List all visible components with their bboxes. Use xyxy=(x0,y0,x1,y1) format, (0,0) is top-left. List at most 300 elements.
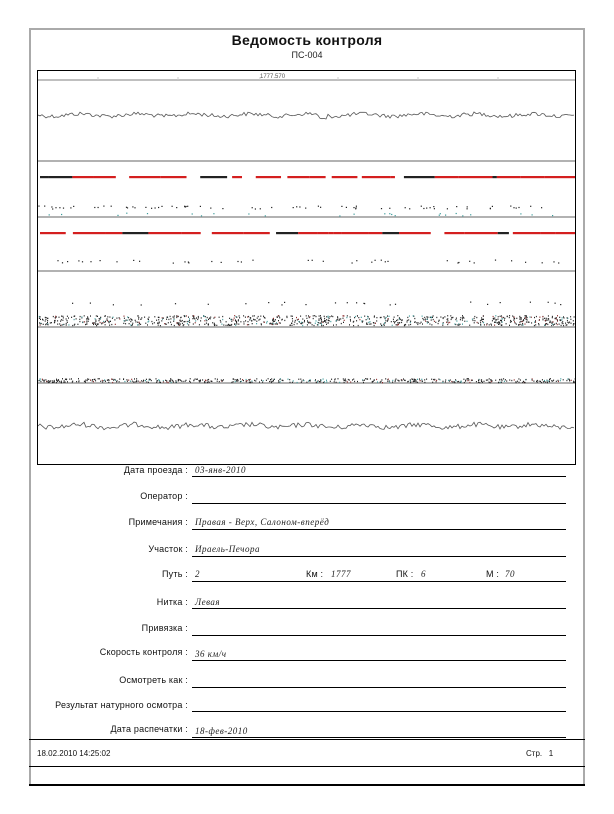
channel-2-marks xyxy=(252,260,253,261)
channel-3-scatter xyxy=(394,322,395,323)
channel-3-scatter xyxy=(168,322,169,323)
channel-3-scatter xyxy=(243,315,244,316)
channel-3-scatter xyxy=(39,318,40,319)
channel-3-scatter xyxy=(302,322,303,323)
channel-4-scatter xyxy=(85,379,86,380)
channel-4-scatter xyxy=(317,381,318,382)
channel-3-scatter xyxy=(176,315,177,316)
channel-1-marks xyxy=(111,206,112,207)
channel-3-scatter xyxy=(180,320,181,321)
channel-4-scatter xyxy=(65,382,66,383)
channel-4-scatter xyxy=(345,380,346,381)
channel-4-scatter xyxy=(532,380,533,381)
channel-3-scatter xyxy=(525,323,526,324)
channel-4-scatter xyxy=(516,382,517,383)
channel-3-scatter xyxy=(234,318,235,319)
channel-3-marks xyxy=(113,304,114,305)
channel-3-scatter xyxy=(366,319,367,320)
channel-4-scatter xyxy=(53,382,54,383)
channel-3-scatter xyxy=(137,322,138,323)
channel-2-red-band xyxy=(40,232,66,234)
channel-3-scatter xyxy=(227,325,228,326)
channel-3-scatter xyxy=(66,318,67,319)
channel-4-scatter xyxy=(467,380,468,381)
channel-4-scatter xyxy=(420,380,421,381)
channel-3-scatter xyxy=(47,322,48,323)
channel-4-scatter xyxy=(500,382,501,383)
channel-4-scatter xyxy=(278,382,279,383)
channel-1-marks xyxy=(305,208,306,209)
channel-3-marks xyxy=(90,303,91,304)
channel-3-scatter xyxy=(198,316,199,317)
channel-4-scatter xyxy=(170,379,171,380)
channel-2-red-band xyxy=(328,232,334,234)
channel-4-scatter xyxy=(410,379,411,380)
channel-4-scatter xyxy=(336,382,337,383)
notes-line xyxy=(192,529,566,530)
channel-3-scatter xyxy=(63,324,64,325)
channel-3-scatter xyxy=(337,317,338,318)
channel-2-red-band xyxy=(498,232,509,234)
channel-2-red-band xyxy=(243,232,269,234)
channel-1-marks xyxy=(467,206,468,207)
channel-3-scatter xyxy=(443,317,444,318)
channel-1-red-band xyxy=(48,176,72,178)
channel-3-scatter xyxy=(503,317,504,318)
channel-4-scatter xyxy=(78,378,79,379)
channel-3-marks xyxy=(268,302,269,303)
channel-3-scatter xyxy=(426,316,427,317)
channel-3-scatter xyxy=(180,321,181,322)
channel-3-scatter xyxy=(68,324,69,325)
channel-3-scatter xyxy=(67,322,68,323)
channel-3-scatter xyxy=(353,325,354,326)
channel-3-scatter xyxy=(446,322,447,323)
channel-4-scatter xyxy=(417,379,418,380)
channel-4-scatter xyxy=(301,382,302,383)
channel-1-red-band xyxy=(391,176,395,178)
channel-3-scatter xyxy=(54,322,55,323)
channel-3-scatter xyxy=(130,321,131,322)
channel-3-scatter xyxy=(220,320,221,321)
channel-3-scatter xyxy=(275,323,276,324)
channel-3-scatter xyxy=(86,321,87,322)
channel-4-scatter xyxy=(40,379,41,380)
channel-3-scatter xyxy=(407,320,408,321)
channel-1-marks xyxy=(516,208,517,209)
channel-4-scatter xyxy=(389,380,390,381)
channel-3-scatter xyxy=(113,317,114,318)
channel-3-scatter xyxy=(189,322,190,323)
channel-4-scatter xyxy=(180,380,181,381)
channel-3-scatter xyxy=(432,317,433,318)
channel-1-marks xyxy=(132,206,133,207)
channel-4-scatter xyxy=(63,382,64,383)
channel-1-red-band xyxy=(287,176,309,178)
channel-3-scatter xyxy=(62,320,63,321)
channel-1-marks xyxy=(255,208,256,209)
channel-3-scatter xyxy=(140,319,141,320)
channel-4-scatter xyxy=(476,381,477,382)
channel-4-scatter xyxy=(349,379,350,380)
channel-4-scatter xyxy=(39,380,40,381)
channel-3-scatter xyxy=(254,315,255,316)
channel-4-scatter xyxy=(549,381,550,382)
channel-3-scatter xyxy=(99,320,100,321)
channel-4-scatter xyxy=(143,380,144,381)
channel-3-scatter xyxy=(231,324,232,325)
channel-3-scatter xyxy=(516,324,517,325)
channel-4-scatter xyxy=(324,381,325,382)
binding-label: Привязка : xyxy=(141,623,188,633)
channel-4-scatter xyxy=(345,378,346,379)
channel-4-scatter xyxy=(344,380,345,381)
channel-4-scatter xyxy=(463,379,464,380)
channel-4-scatter xyxy=(300,379,301,380)
channel-3-scatter xyxy=(292,325,293,326)
channel-4-scatter xyxy=(251,381,252,382)
channel-1-marks xyxy=(187,206,188,207)
channel-4-scatter xyxy=(207,382,208,383)
channel-3-scatter xyxy=(555,318,556,319)
channel-4-scatter xyxy=(189,381,190,382)
channel-3-scatter xyxy=(397,315,398,316)
channel-3-scatter xyxy=(135,321,136,322)
channel-4-scatter xyxy=(315,379,316,380)
channel-3-scatter xyxy=(90,315,91,316)
channel-3-scatter xyxy=(296,317,297,318)
channel-3-scatter xyxy=(95,321,96,322)
channel-4-scatter xyxy=(114,379,115,380)
channel-4-scatter xyxy=(47,381,48,382)
channel-3-scatter xyxy=(45,324,46,325)
channel-4-scatter xyxy=(438,379,439,380)
channel-4-scatter xyxy=(72,381,73,382)
channel-1-red-band xyxy=(362,176,391,178)
channel-4-scatter xyxy=(254,380,255,381)
channel-4-scatter xyxy=(541,382,542,383)
channel-3-scatter xyxy=(510,322,511,323)
channel-4-scatter xyxy=(146,379,147,380)
channel-3-scatter xyxy=(424,317,425,318)
channel-3-scatter xyxy=(546,323,547,324)
channel-3-scatter xyxy=(45,317,46,318)
channel-4-scatter xyxy=(151,380,152,381)
channel-2-red-band xyxy=(334,232,341,234)
channel-3-scatter xyxy=(387,320,388,321)
channel-2-marks xyxy=(352,262,353,263)
channel-3-scatter xyxy=(473,320,474,321)
channel-3-scatter xyxy=(161,320,162,321)
channel-4-scatter xyxy=(403,378,404,379)
channel-4-scatter xyxy=(221,379,222,380)
channel-3-scatter xyxy=(560,319,561,320)
channel-3-scatter xyxy=(549,322,550,323)
channel-3-scatter xyxy=(170,322,171,323)
channel-3-scatter xyxy=(292,316,293,317)
channel-3-scatter xyxy=(184,316,185,317)
channel-3-scatter xyxy=(291,323,292,324)
channel-3-scatter xyxy=(462,319,463,320)
channel-3-scatter xyxy=(534,317,535,318)
channel-3-scatter xyxy=(115,324,116,325)
channel-4-scatter xyxy=(146,381,147,382)
channel-3-scatter xyxy=(423,319,424,320)
channel-3-scatter xyxy=(95,320,96,321)
channel-3-scatter xyxy=(474,318,475,319)
channel-4-scatter xyxy=(238,380,239,381)
channel-3-scatter xyxy=(442,325,443,326)
channel-4-scatter xyxy=(54,381,55,382)
channel-3-scatter xyxy=(173,316,174,317)
channel-3-scatter xyxy=(208,323,209,324)
channel-3-scatter xyxy=(302,325,303,326)
channel-3-scatter xyxy=(67,320,68,321)
channel-4-scatter xyxy=(157,380,158,381)
channel-3-scatter xyxy=(315,323,316,324)
channel-3-scatter xyxy=(359,319,360,320)
channel-1-marks xyxy=(421,206,422,207)
channel-3-scatter xyxy=(425,320,426,321)
channel-3-scatter xyxy=(67,316,68,317)
channel-2-marks xyxy=(558,262,559,263)
channel-4-scatter xyxy=(169,380,170,381)
channel-3-scatter xyxy=(124,320,125,321)
channel-3-scatter xyxy=(314,315,315,316)
channel-3-marks xyxy=(500,302,501,303)
channel-2-marks xyxy=(308,260,309,261)
channel-3-scatter xyxy=(127,316,128,317)
channel-4-scatter xyxy=(215,378,216,379)
channel-3-scatter xyxy=(369,318,370,319)
channel-4-scatter xyxy=(52,380,53,381)
channel-3-scatter xyxy=(306,318,307,319)
channel-3-scatter xyxy=(395,321,396,322)
channel-4-scatter xyxy=(282,380,283,381)
channel-3-scatter xyxy=(144,317,145,318)
channel-3-scatter xyxy=(498,316,499,317)
channel-1-marks xyxy=(492,206,493,207)
channel-4-scatter xyxy=(56,379,57,380)
channel-3-scatter xyxy=(530,316,531,317)
channel-1-marks xyxy=(552,215,553,216)
channel-4-scatter xyxy=(266,380,267,381)
channel-3-scatter xyxy=(556,323,557,324)
channel-3-scatter xyxy=(502,317,503,318)
channel-3-scatter xyxy=(502,321,503,322)
channel-1-marks xyxy=(530,206,531,207)
channel-4-scatter xyxy=(376,379,377,380)
channel-4-scatter xyxy=(193,380,194,381)
channel-4-scatter xyxy=(85,381,86,382)
channel-3-scatter xyxy=(375,323,376,324)
channel-4-scatter xyxy=(490,379,491,380)
inspection-result-label: Результат натурного осмотра : xyxy=(55,700,188,710)
channel-1-red-band xyxy=(256,176,281,178)
channel-3-scatter xyxy=(398,324,399,325)
channel-3-scatter xyxy=(408,324,409,325)
channel-3-marks xyxy=(487,304,488,305)
footer-divider-top xyxy=(29,739,585,740)
channel-3-scatter xyxy=(570,316,571,317)
channel-4-scatter xyxy=(558,380,559,381)
channel-4-scatter xyxy=(326,381,327,382)
channel-4-scatter xyxy=(540,381,541,382)
channel-2-marks xyxy=(495,260,496,261)
channel-4-scatter xyxy=(211,381,212,382)
channel-3-marks xyxy=(363,303,364,304)
channel-3-scatter xyxy=(563,323,564,324)
channel-2-marks xyxy=(67,261,68,262)
channel-2-marks xyxy=(78,260,79,261)
channel-1-marks xyxy=(423,208,424,209)
channel-4-scatter xyxy=(448,380,449,381)
km-marker-label: 1777.570 xyxy=(260,74,286,80)
channel-3-scatter xyxy=(85,324,86,325)
channel-1-marks xyxy=(434,208,435,209)
channel-3-scatter xyxy=(350,320,351,321)
channel-4-scatter xyxy=(78,381,79,382)
section-label: Участок : xyxy=(148,544,188,554)
channel-1-marks xyxy=(155,207,156,208)
channel-4-scatter xyxy=(536,381,537,382)
channel-3-scatter xyxy=(512,315,513,316)
channel-4-scatter xyxy=(290,382,291,383)
channel-3-marks xyxy=(548,302,549,303)
channel-1-marks xyxy=(341,206,342,207)
channel-3-scatter xyxy=(458,325,459,326)
channel-3-scatter xyxy=(252,323,253,324)
channel-3-scatter xyxy=(556,317,557,318)
channel-4-scatter xyxy=(93,381,94,382)
channel-4-scatter xyxy=(196,379,197,380)
channel-3-scatter xyxy=(551,325,552,326)
channel-3-scatter xyxy=(97,316,98,317)
channel-1-red-band xyxy=(521,176,545,178)
channel-2-red-band xyxy=(368,232,382,234)
channel-4-scatter xyxy=(217,381,218,382)
channel-1-red-band xyxy=(309,176,325,178)
channel-1-marks xyxy=(44,206,45,207)
channel-3-scatter xyxy=(428,322,429,323)
channel-3-scatter xyxy=(521,317,522,318)
channel-3-scatter xyxy=(328,316,329,317)
channel-3-scatter xyxy=(88,321,89,322)
channel-3-scatter xyxy=(514,318,515,319)
channel-1-red-band xyxy=(93,176,115,178)
channel-4-scatter xyxy=(148,382,149,383)
channel-4-scatter xyxy=(268,378,269,379)
channel-2-red-band xyxy=(318,232,328,234)
channel-3-scatter xyxy=(343,315,344,316)
channel-4-scatter xyxy=(410,381,411,382)
m-label: М : xyxy=(486,569,500,579)
channel-4-scatter xyxy=(552,381,553,382)
channel-3-scatter xyxy=(198,317,199,318)
channel-4-scatter xyxy=(200,380,201,381)
channel-3-scatter xyxy=(86,324,87,325)
channel-1-marks xyxy=(126,213,127,214)
channel-3-scatter xyxy=(266,322,267,323)
channel-1-marks xyxy=(439,215,440,216)
channel-4-scatter xyxy=(49,381,50,382)
channel-3-scatter xyxy=(95,324,96,325)
channel-4-scatter xyxy=(533,381,534,382)
channel-3-scatter xyxy=(451,317,452,318)
channel-3-scatter xyxy=(210,318,211,319)
channel-3-scatter xyxy=(573,320,574,321)
channel-3-scatter xyxy=(370,321,371,322)
channel-2-marks xyxy=(553,261,554,262)
channel-3-scatter xyxy=(494,325,495,326)
channel-4-scatter xyxy=(339,382,340,383)
channel-3-scatter xyxy=(203,316,204,317)
channel-4-scatter xyxy=(548,381,549,382)
channel-3-scatter xyxy=(245,317,246,318)
channel-1-red-band xyxy=(40,176,48,178)
channel-3-scatter xyxy=(472,319,473,320)
speed-line xyxy=(192,660,566,661)
channel-4-scatter xyxy=(261,380,262,381)
channel-3-scatter xyxy=(386,317,387,318)
channel-2-marks xyxy=(371,262,372,263)
channel-3-scatter xyxy=(343,318,344,319)
channel-3-scatter xyxy=(520,321,521,322)
channel-2-red-band xyxy=(73,232,106,234)
channel-4-scatter xyxy=(367,378,368,379)
channel-3-scatter xyxy=(124,316,125,317)
channel-1-marks xyxy=(520,213,521,214)
channel-4-scatter xyxy=(108,382,109,383)
channel-4-scatter xyxy=(199,380,200,381)
channel-4-scatter xyxy=(179,379,180,380)
channel-4-scatter xyxy=(319,381,320,382)
channel-3-scatter xyxy=(236,323,237,324)
channel-3-scatter xyxy=(206,323,207,324)
channel-1-marks xyxy=(456,206,457,207)
channel-4-scatter xyxy=(505,379,506,380)
channel-4-scatter xyxy=(166,380,167,381)
channel-3-scatter xyxy=(525,317,526,318)
channel-3-scatter xyxy=(324,321,325,322)
profile-bottom-trace xyxy=(38,422,574,430)
channel-1-marks xyxy=(61,214,62,215)
channel-3-scatter xyxy=(83,321,84,322)
channel-3-scatter xyxy=(350,316,351,317)
channel-3-scatter xyxy=(425,319,426,320)
channel-3-scatter xyxy=(280,323,281,324)
channel-4-scatter xyxy=(544,380,545,381)
channel-3-scatter xyxy=(170,318,171,319)
channel-3-scatter xyxy=(392,325,393,326)
channel-4-scatter xyxy=(217,379,218,380)
channel-4-scatter xyxy=(549,379,550,380)
channel-3-scatter xyxy=(76,318,77,319)
channel-3-scatter xyxy=(74,319,75,320)
channel-3-scatter xyxy=(330,316,331,317)
channel-3-scatter xyxy=(501,325,502,326)
channel-1-marks xyxy=(510,206,511,207)
channel-3-scatter xyxy=(456,320,457,321)
channel-4-scatter xyxy=(457,381,458,382)
channel-4-scatter xyxy=(363,380,364,381)
channel-3-scatter xyxy=(160,325,161,326)
channel-3-scatter xyxy=(554,324,555,325)
channel-3-scatter xyxy=(497,322,498,323)
channel-1-marks xyxy=(356,206,357,207)
channel-3-scatter xyxy=(55,317,56,318)
channel-3-scatter xyxy=(41,323,42,324)
